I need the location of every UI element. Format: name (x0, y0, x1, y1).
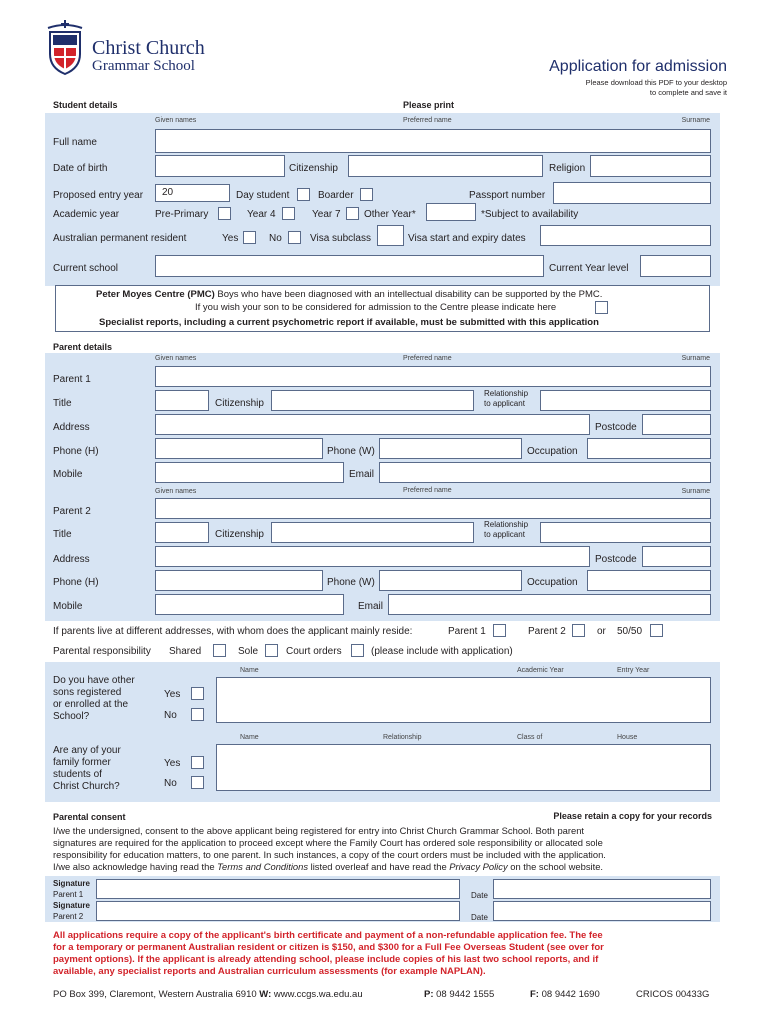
former-col-name: Name (240, 734, 259, 741)
consent-line2: signatures are required for the application to proceed except where the Family Court has ordered sole responsibility or allocated sole (53, 837, 603, 848)
footer-p-label: P: (424, 989, 434, 1000)
signature2-label: Signature (53, 901, 90, 910)
notice-line1: All applications require a copy of the applicant's birth certificate and payment of a non-refundable application fee. The fee (53, 930, 603, 941)
former-col-relationship: Relationship (383, 734, 422, 741)
instructions-line1: Please download this PDF to your desktop (585, 78, 727, 87)
parent1-phone-w-label: Phone (W) (327, 446, 375, 457)
p1-col-preferred: Preferred name (403, 355, 452, 362)
pmc-line3: Specialist reports, including a current psychometric report if available, must be submitted with this application (99, 317, 599, 328)
parent1-title-input[interactable] (155, 390, 209, 411)
full-name-label: Full name (53, 137, 97, 148)
current-school-label: Current school (53, 263, 119, 274)
consent-line4 (53, 861, 603, 873)
p2-col-preferred: Preferred name (403, 487, 452, 494)
form-title: Application for admission (549, 58, 727, 75)
religion-input[interactable] (590, 155, 711, 177)
parent1-phone-w-input[interactable] (379, 438, 522, 459)
subject-availability-note: *Subject to availability (481, 209, 579, 220)
dob-input[interactable] (155, 155, 285, 177)
parent2-phone-w-input[interactable] (379, 570, 522, 591)
footer-website[interactable]: www.ccgs.wa.edu.au (273, 989, 363, 1000)
consent-title: Parental consent (53, 812, 126, 822)
p1-col-given: Given names (155, 355, 197, 362)
parent1-postcode-label: Postcode (595, 422, 637, 433)
citizenship-input[interactable] (348, 155, 543, 177)
sons-col-entry-year: Entry Year (617, 667, 650, 674)
aus-resident-yes-checkbox[interactable] (243, 231, 256, 244)
parent2-postcode-input[interactable] (642, 546, 711, 567)
footer-cricos: CRICOS 00433G (636, 989, 710, 1000)
current-year-level-input[interactable] (640, 255, 711, 277)
date2-label: Date (471, 913, 488, 922)
boarder-checkbox[interactable] (360, 188, 373, 201)
residence-or: or (597, 626, 606, 637)
court-note: (please include with application) (371, 646, 513, 657)
residence-parent2-checkbox[interactable] (572, 624, 585, 637)
parent2-postcode-label: Postcode (595, 554, 637, 565)
footer-w-label: W: (259, 989, 272, 1000)
sons-yes-label: Yes (164, 689, 181, 700)
residence-parent2-label: Parent 2 (528, 626, 566, 637)
consent-line4-c: on the school website. (507, 861, 604, 872)
aus-resident-no-checkbox[interactable] (288, 231, 301, 244)
visa-subclass-label: Visa subclass (310, 233, 371, 244)
former-question-line3: students of (53, 769, 102, 780)
parent2-address-input[interactable] (155, 546, 590, 567)
consent-line4-a: I/we also acknowledge having read the (53, 861, 218, 872)
parent1-email-label: Email (349, 469, 375, 480)
notice-line2: for a temporary or permanent Australian resident or citizen is $150, and $300 for a Full Fee Overseas Student (see over for (53, 942, 604, 953)
parent1-email-input[interactable] (379, 462, 711, 483)
parent2-citizenship-label: Citizenship (215, 529, 264, 540)
former-yes-label: Yes (164, 758, 181, 769)
consent-line4-b: listed overleaf and have read the (308, 861, 450, 872)
parent2-occupation-label: Occupation (527, 577, 578, 588)
current-school-input[interactable] (155, 255, 544, 277)
p1-col-surname: Surname (681, 355, 710, 362)
footer-fax (530, 989, 600, 1000)
entry-year-value: 20 (162, 187, 174, 198)
parent2-email-input[interactable] (388, 594, 711, 615)
parent2-relationship-input[interactable] (540, 522, 711, 543)
residence-parent1-checkbox[interactable] (493, 624, 506, 637)
residence-parent1-label: Parent 1 (448, 626, 486, 637)
former-no-label: No (164, 778, 177, 789)
signature1-label: Signature (53, 879, 90, 888)
former-col-house: House (617, 734, 638, 741)
religion-label: Religion (549, 163, 586, 174)
pre-primary-label: Pre-Primary (155, 209, 209, 220)
pmc-title: Peter Moyes Centre (PMC) (96, 289, 215, 300)
date2-input[interactable] (493, 901, 711, 921)
full-name-input[interactable] (155, 129, 711, 153)
former-col-class: Class of (517, 734, 543, 741)
date1-input[interactable] (493, 879, 711, 899)
footer-phone (424, 989, 494, 1000)
instructions-line2: to complete and save it (649, 88, 727, 97)
year7-checkbox[interactable] (346, 207, 359, 220)
notice-line3: payment options). If the applicant is already attending school, please include copies of his last two school reports, and if (53, 954, 599, 965)
p2-col-given: Given names (155, 488, 197, 495)
pmc-checkbox[interactable] (595, 301, 608, 314)
sons-details-input[interactable] (216, 677, 711, 723)
sons-question-line3: or enrolled at the (53, 699, 129, 710)
citizenship-label: Citizenship (289, 163, 338, 174)
parent1-relationship-input[interactable] (540, 390, 711, 411)
visa-subclass-input[interactable] (377, 225, 404, 246)
residence-question: If parents live at different addresses, with whom does the applicant mainly reside: (53, 626, 413, 637)
col-surname: Surname (681, 117, 710, 124)
consent-line1: I/we the undersigned, consent to the above applicant being registered for entry into Christ Church Grammar School. Both parent (53, 825, 585, 836)
signature2-input[interactable] (96, 901, 460, 921)
residence-fifty-label: 50/50 (617, 626, 643, 637)
footer-phone-number: 08 9442 1555 (436, 989, 495, 1000)
parent1-relationship-label1: Relationship (484, 389, 529, 398)
year4-checkbox[interactable] (282, 207, 295, 220)
residence-fifty-checkbox[interactable] (650, 624, 663, 637)
student-section-title: Student details (53, 100, 118, 110)
court-orders-checkbox[interactable] (351, 644, 364, 657)
shared-label: Shared (169, 646, 202, 657)
sole-label: Sole (238, 646, 259, 657)
footer-f-label: F: (530, 989, 539, 1000)
former-details-input[interactable] (216, 744, 711, 791)
parent2-phone-w-label: Phone (W) (327, 577, 375, 588)
former-question-line2: family former (53, 757, 111, 768)
former-no-checkbox[interactable] (191, 776, 204, 789)
parent2-mobile-label: Mobile (53, 601, 83, 612)
school-crest (44, 18, 86, 81)
parent1-postcode-input[interactable] (642, 414, 711, 435)
footer-address: PO Box 399, Claremont, Western Australia 6910 (53, 989, 257, 1000)
passport-label: Passport number (469, 190, 546, 201)
school-name-line1: Christ Church (92, 37, 205, 59)
privacy-link[interactable]: Privacy Policy (449, 861, 508, 872)
parent1-name-input[interactable] (155, 366, 711, 387)
academic-year-label: Academic year (53, 209, 120, 220)
year4-label: Year 4 (247, 209, 276, 220)
col-given-names: Given names (155, 117, 197, 124)
parent2-relationship-label2: to applicant (484, 530, 525, 539)
footer-fax-number: 08 9442 1690 (541, 989, 600, 1000)
aus-resident-no-label: No (269, 233, 282, 244)
former-question-line4: Christ Church? (53, 781, 120, 792)
footer (53, 989, 363, 1000)
shared-checkbox[interactable] (213, 644, 226, 657)
aus-resident-yes-label: Yes (222, 233, 239, 244)
parent1-mobile-label: Mobile (53, 469, 83, 480)
former-question-line1: Are any of your (53, 745, 121, 756)
entry-year-label: Proposed entry year (53, 190, 144, 201)
day-student-label: Day student (236, 190, 290, 201)
other-year-label: Other Year* (364, 209, 416, 220)
parent2-occupation-input[interactable] (587, 570, 711, 591)
parent2-title-label: Title (53, 529, 72, 540)
parent1-citizenship-input[interactable] (271, 390, 474, 411)
pre-primary-checkbox[interactable] (218, 207, 231, 220)
signature2-parent-label: Parent 2 (53, 912, 84, 921)
parent2-phone-h-label: Phone (H) (53, 577, 99, 588)
parent1-citizenship-label: Citizenship (215, 398, 264, 409)
current-year-level-label: Current Year level (549, 263, 629, 274)
sole-checkbox[interactable] (265, 644, 278, 657)
signature1-input[interactable] (96, 879, 460, 899)
parent2-citizenship-input[interactable] (271, 522, 474, 543)
year7-label: Year 7 (312, 209, 341, 220)
parent2-email-label: Email (358, 601, 384, 612)
parent-section-title: Parent details (53, 342, 113, 352)
visa-dates-input[interactable] (540, 225, 711, 246)
parent1-address-label: Address (53, 422, 90, 433)
other-year-input[interactable] (426, 203, 476, 221)
p2-col-surname: Surname (681, 488, 710, 495)
school-name-line2: Grammar School (92, 58, 195, 74)
pmc-line2: If you wish your son to be considered for admission to the Centre please indicate here (195, 302, 557, 313)
notice-line4: available, any specialist reports and Australian curriculum assessments (for example NAPLAN). (53, 966, 486, 977)
sons-no-label: No (164, 710, 177, 721)
passport-input[interactable] (553, 182, 711, 204)
parent2-address-label: Address (53, 554, 90, 565)
parent1-occupation-label: Occupation (527, 446, 578, 457)
court-orders-label: Court orders (286, 646, 342, 657)
date1-label: Date (471, 891, 488, 900)
terms-link[interactable]: Terms and Conditions (217, 861, 309, 872)
parent1-title-label: Title (53, 398, 72, 409)
former-yes-checkbox[interactable] (191, 756, 204, 769)
aus-resident-label: Australian permanent resident (53, 233, 187, 244)
parent1-relationship-label2: to applicant (484, 399, 525, 408)
sons-question-line2: sons registered (53, 687, 122, 698)
consent-line3: responsibility for education matters, to one parent. In such instances, a copy of the court orders must be included with the application. (53, 849, 606, 860)
parent1-address-input[interactable] (155, 414, 590, 435)
parent1-label: Parent 1 (53, 374, 91, 385)
sons-no-checkbox[interactable] (191, 708, 204, 721)
sons-yes-checkbox[interactable] (191, 687, 204, 700)
retain-note: Please retain a copy for your records (553, 811, 712, 821)
boarder-label: Boarder (318, 190, 354, 201)
dob-label: Date of birth (53, 163, 108, 174)
parent2-mobile-input[interactable] (155, 594, 344, 615)
parent2-name-input[interactable] (155, 498, 711, 519)
parent1-occupation-input[interactable] (587, 438, 711, 459)
day-student-checkbox[interactable] (297, 188, 310, 201)
sons-col-academic-year: Academic Year (517, 667, 564, 674)
sons-question-line1: Do you have other (53, 675, 135, 686)
parent2-phone-h-input[interactable] (155, 570, 323, 591)
signature1-parent-label: Parent 1 (53, 890, 84, 899)
parent1-phone-h-label: Phone (H) (53, 446, 99, 457)
pmc-line1 (96, 289, 602, 300)
parent1-phone-h-input[interactable] (155, 438, 323, 459)
visa-dates-label: Visa start and expiry dates (408, 233, 526, 244)
parent1-mobile-input[interactable] (155, 462, 344, 483)
parent2-label: Parent 2 (53, 506, 91, 517)
print-note: Please print (403, 100, 455, 110)
parent2-title-input[interactable] (155, 522, 209, 543)
col-preferred-name: Preferred name (403, 117, 452, 124)
responsibility-label: Parental responsibility (53, 646, 151, 657)
sons-col-name: Name (240, 667, 259, 674)
sons-question-line4: School? (53, 711, 90, 722)
pmc-line1-rest: Boys who have been diagnosed with an intellectual disability can be supported by the PMC. (214, 289, 603, 300)
parent2-relationship-label1: Relationship (484, 520, 529, 529)
